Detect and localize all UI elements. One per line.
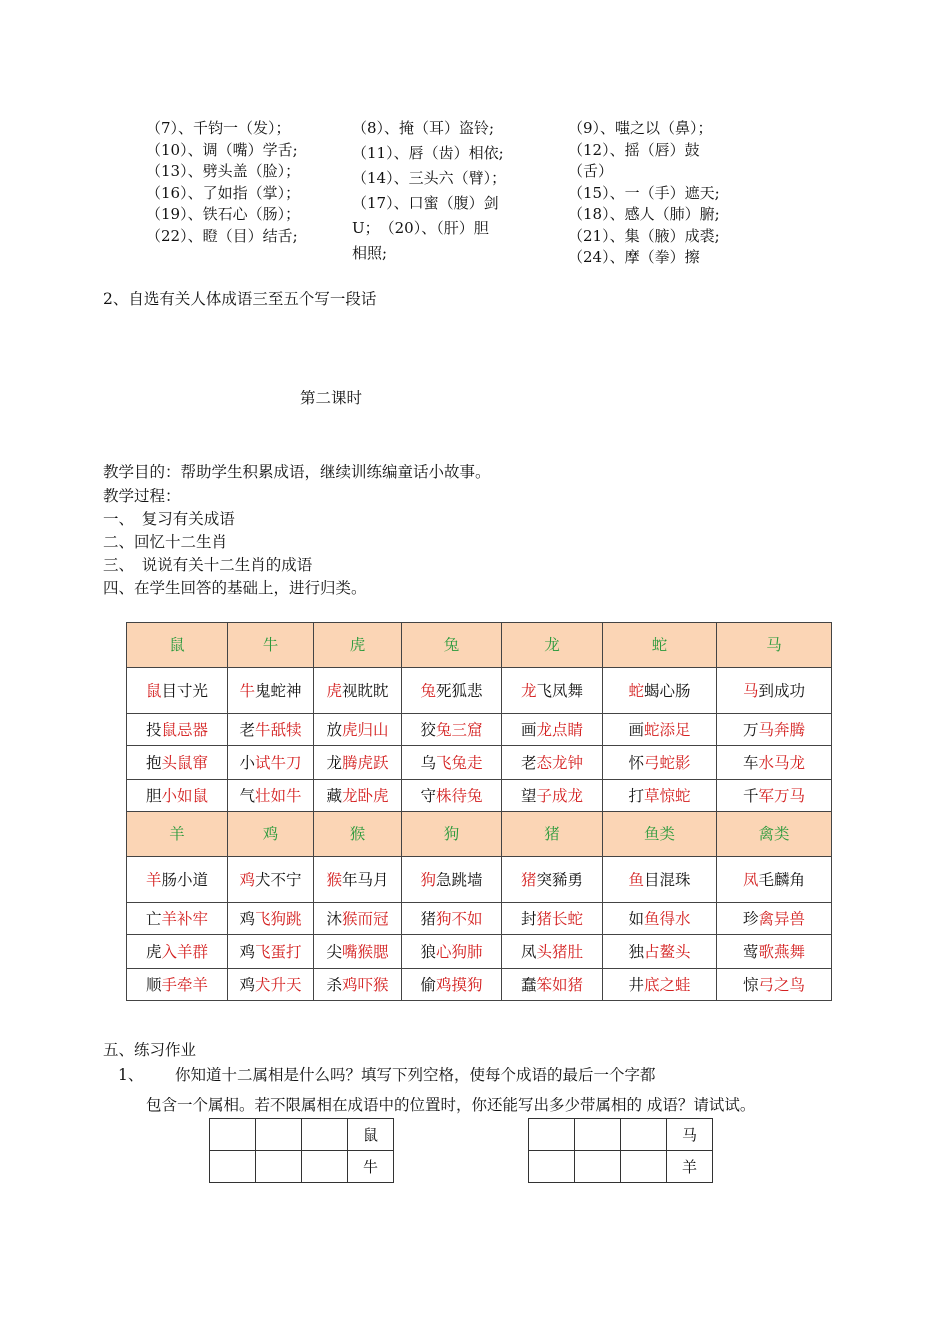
- idiom-rest: 急跳墙: [436, 870, 483, 889]
- idiom-cell: [603, 935, 717, 969]
- idiom-text: 藏龙卧虎: [326, 786, 389, 805]
- blank-cell[interactable]: [210, 1151, 256, 1183]
- idiom-item: （17）、口蜜（腹）剑: [352, 194, 499, 212]
- header-cell: 马: [717, 623, 832, 668]
- idiom-text: 乌飞兔走: [420, 753, 483, 772]
- idiom-item: （14）、三头六（臂）；: [352, 169, 507, 187]
- idiom-cell: [127, 668, 228, 714]
- idiom-cell: [127, 969, 228, 1001]
- idiom-cell: [402, 714, 502, 746]
- blank-cell[interactable]: [575, 1119, 621, 1151]
- idiom-cell: [502, 714, 603, 746]
- idiom-text: 车水马龙: [742, 753, 806, 772]
- idiom-item: （10）、调（嘴）学舌;: [146, 140, 298, 159]
- idiom-cell: [603, 668, 717, 714]
- idiom-text: 画蛇添足: [628, 720, 691, 739]
- idiom-rest: 犬不宁: [255, 870, 302, 889]
- table-row: [127, 935, 832, 969]
- header-cell: 禽类: [717, 812, 832, 857]
- idiom-text: 鸡犬升天: [239, 975, 302, 994]
- idiom-cell: [502, 780, 603, 812]
- blank-cell[interactable]: [575, 1151, 621, 1183]
- idiom-text: 井底之蛙: [628, 975, 691, 994]
- idiom-text: 封猪长蛇: [520, 909, 584, 928]
- idiom-item: （7）、千钧一（发）；: [146, 119, 291, 137]
- idiom-cell: [314, 746, 402, 780]
- idiom-cell: [402, 935, 502, 969]
- idiom-text: 打草惊蛇: [628, 786, 691, 805]
- idiom-text: 杀鸡吓猴: [326, 975, 389, 994]
- blank-cell[interactable]: [621, 1151, 667, 1183]
- idiom-item: （舌）: [568, 162, 614, 180]
- idiom-cell: [127, 746, 228, 780]
- idiom-cell: [402, 668, 502, 714]
- idiom-text: 凤头猪肚: [520, 942, 584, 961]
- idiom-rest: 目寸光: [161, 681, 209, 700]
- zodiac-char: 凤: [742, 870, 759, 889]
- idiom-item: （18）、感人（肺）腑;: [568, 205, 720, 223]
- idiom-cell: [228, 903, 314, 935]
- idiom-cell: [502, 668, 603, 714]
- lesson-title: 第二课时: [300, 389, 363, 407]
- blank-cell[interactable]: [302, 1151, 348, 1183]
- table-row: [127, 780, 832, 812]
- table-row: [127, 857, 832, 903]
- idiom-item: （21）、集（腋）成裘;: [568, 226, 720, 245]
- idiom-text: 老态龙钟: [520, 753, 584, 772]
- idiom-item: （22）、瞪（目）结舌;: [146, 226, 298, 245]
- idiom-cell: [402, 746, 502, 780]
- zodiac-char: 马: [742, 681, 759, 700]
- idiom-cell: [502, 903, 603, 935]
- idiom-rest: 死狐悲: [436, 681, 483, 700]
- idiom-column-2: [352, 116, 506, 266]
- table-row: [127, 746, 832, 780]
- idiom-item: （8）、掩（耳）盗铃;: [352, 119, 495, 137]
- zodiac-cell: 羊: [667, 1151, 713, 1183]
- header-cell: 虎: [314, 623, 402, 668]
- idiom-text: 虎入羊群: [145, 942, 209, 961]
- idiom-cell: [127, 935, 228, 969]
- fill-grid-right: [528, 1118, 713, 1183]
- header-cell: 牛: [228, 623, 314, 668]
- idiom-cell: [228, 746, 314, 780]
- zodiac-char: 狗: [420, 870, 436, 889]
- idiom-text: 猪狗不如: [420, 909, 483, 928]
- blank-cell[interactable]: [256, 1151, 302, 1183]
- idiom-cell: [717, 969, 832, 1001]
- idiom-text: 千军万马: [742, 786, 806, 805]
- zodiac-char: 羊: [145, 870, 162, 889]
- header-cell: 蛇: [603, 623, 717, 668]
- idiom-rest: 视眈眈: [342, 681, 389, 700]
- idiom-text: 狡兔三窟: [420, 720, 483, 739]
- idiom-text: 珍禽异兽: [742, 909, 806, 928]
- idiom-rest: 毛麟角: [758, 870, 806, 889]
- zodiac-char: 鱼: [628, 870, 644, 889]
- idiom-text: 胆小如鼠: [145, 786, 209, 805]
- idiom-column-3: [568, 118, 720, 269]
- step-1: 一、 复习有关成语: [103, 510, 235, 528]
- step-4: 四、在学生回答的基础上，进行归类。: [103, 579, 367, 597]
- idiom-text: 如鱼得水: [628, 909, 691, 928]
- table-header-row: [127, 623, 832, 668]
- idiom-cell: [717, 746, 832, 780]
- idiom-text: 老牛舐犊: [239, 720, 302, 739]
- idiom-text: 莺歌燕舞: [742, 942, 806, 961]
- idiom-text: 独占鳌头: [628, 942, 691, 961]
- idiom-cell: [127, 780, 228, 812]
- idiom-text: 万马奔腾: [742, 720, 806, 739]
- idiom-item: （13）、劈头盖（脸）；: [146, 162, 301, 180]
- blank-cell[interactable]: [210, 1119, 256, 1151]
- idiom-cell: [717, 668, 832, 714]
- idiom-cell: [314, 857, 402, 903]
- table-row: [127, 668, 832, 714]
- idiom-cell: [127, 903, 228, 935]
- section-5-title: 五、练习作业: [103, 1041, 197, 1059]
- idiom-cell: [603, 857, 717, 903]
- zodiac-char: 蛇: [628, 681, 644, 700]
- fill-grid-left: [209, 1118, 394, 1183]
- idiom-item: （9）、嗤之以（鼻）；: [568, 119, 713, 137]
- idiom-text: 沐猴而冠: [326, 909, 389, 928]
- header-cell: 鼠: [127, 623, 228, 668]
- idiom-column-1: [146, 118, 300, 247]
- idiom-item: 相照;: [352, 244, 388, 262]
- idiom-cell: [127, 714, 228, 746]
- idiom-cell: [228, 668, 314, 714]
- header-cell: 猴: [314, 812, 402, 857]
- idiom-cell: [603, 714, 717, 746]
- idiom-cell: [502, 746, 603, 780]
- idiom-cell: [603, 746, 717, 780]
- idiom-text: 偷鸡摸狗: [420, 975, 483, 994]
- table-row: [127, 969, 832, 1001]
- idiom-text: 望子成龙: [520, 786, 584, 805]
- idiom-item: （12）、摇（唇）鼓: [568, 140, 700, 159]
- blank-cell[interactable]: [529, 1151, 575, 1183]
- idiom-cell: [502, 935, 603, 969]
- idiom-cell: [502, 969, 603, 1001]
- header-cell: 鱼类: [603, 812, 717, 857]
- idiom-cell: [228, 780, 314, 812]
- idiom-cell: [314, 714, 402, 746]
- zodiac-cell: 马: [667, 1119, 713, 1151]
- teaching-goal: 教学目的：帮助学生积累成语，继续训练编童话小故事。: [103, 463, 491, 481]
- idiom-item: （15）、一（手）遮天;: [568, 183, 720, 202]
- idiom-item: （24）、摩（拳）擦: [568, 248, 700, 266]
- idiom-text: 蠢笨如猪: [520, 975, 584, 994]
- idiom-text: 尖嘴猴腮: [326, 942, 389, 961]
- teaching-process: 教学过程：: [103, 487, 181, 505]
- idiom-cell: [717, 903, 832, 935]
- idiom-cell: [717, 857, 832, 903]
- step-2: 二、回忆十二生肖: [103, 533, 228, 551]
- idiom-text: 顺手牵羊: [145, 975, 209, 994]
- idiom-item: U； （20）、（肝）胆: [352, 219, 489, 237]
- idiom-cell: [603, 969, 717, 1001]
- table-row: [127, 903, 832, 935]
- zodiac-char: 猴: [326, 870, 342, 889]
- idiom-cell: [402, 857, 502, 903]
- idiom-cell: [603, 780, 717, 812]
- zodiac-idiom-table: [126, 622, 832, 1001]
- idiom-cell: [314, 668, 402, 714]
- idiom-cell: [228, 714, 314, 746]
- zodiac-char: 龙: [520, 681, 537, 700]
- idiom-cell: [228, 935, 314, 969]
- header-cell: 狗: [402, 812, 502, 857]
- table-header-row: [127, 812, 832, 857]
- idiom-text: 守株待兔: [420, 786, 483, 805]
- exercise-1-text: 你知道十二属相是什么吗？填写下列空格，使每个成语的最后一个字都: [175, 1066, 656, 1084]
- idiom-cell: [228, 857, 314, 903]
- idiom-text: 鸡飞蛋打: [239, 942, 302, 961]
- blank-cell[interactable]: [256, 1119, 302, 1151]
- zodiac-cell: 牛: [348, 1151, 394, 1183]
- idiom-cell: [402, 903, 502, 935]
- header-cell: 兔: [402, 623, 502, 668]
- idiom-text: 龙腾虎跃: [326, 753, 389, 772]
- idiom-rest: 肠小道: [161, 870, 209, 889]
- idiom-text: 怀弓蛇影: [628, 753, 691, 772]
- header-cell: 羊: [127, 812, 228, 857]
- idiom-rest: 年马月: [342, 870, 389, 889]
- header-cell: 龙: [502, 623, 603, 668]
- idiom-rest: 飞凤舞: [536, 681, 584, 700]
- idiom-rest: 到成功: [758, 681, 806, 700]
- zodiac-char: 牛: [239, 681, 255, 700]
- task-2: 2、自选有关人体成语三至五个写一段话: [103, 290, 377, 308]
- idiom-cell: [314, 780, 402, 812]
- idiom-cell: [314, 969, 402, 1001]
- idiom-text: 抱头鼠窜: [145, 753, 209, 772]
- idiom-item: （16）、了如指（掌）；: [146, 183, 301, 202]
- idiom-rest: 鬼蛇神: [255, 681, 302, 700]
- exercise-1-text-2: 包含一个属相。若不限属相在成语中的位置时，你还能写出多少带属相的 成语？请试试。: [146, 1096, 756, 1114]
- idiom-cell: [717, 935, 832, 969]
- idiom-text: 惊弓之鸟: [742, 975, 806, 994]
- idiom-cell: [314, 903, 402, 935]
- idiom-text: 鸡飞狗跳: [239, 909, 302, 928]
- idiom-text: 狼心狗肺: [420, 942, 483, 961]
- zodiac-char: 虎: [326, 681, 342, 700]
- blank-cell[interactable]: [529, 1119, 575, 1151]
- zodiac-char: 猪: [520, 870, 537, 889]
- idiom-text: 气壮如牛: [239, 786, 302, 805]
- idiom-cell: [314, 935, 402, 969]
- idiom-cell: [127, 857, 228, 903]
- idiom-text: 亡羊补牢: [145, 909, 209, 928]
- step-3: 三、 说说有关十二生肖的成语: [103, 556, 313, 574]
- header-cell: 猪: [502, 812, 603, 857]
- idiom-item: （11）、唇（齿）相依;: [352, 144, 504, 162]
- zodiac-char: 鸡: [239, 870, 255, 889]
- idiom-cell: [717, 714, 832, 746]
- idiom-cell: [402, 969, 502, 1001]
- idiom-text: 小试牛刀: [239, 753, 302, 772]
- idiom-cell: [228, 969, 314, 1001]
- idiom-cell: [603, 903, 717, 935]
- idiom-cell: [502, 857, 603, 903]
- zodiac-cell: 鼠: [348, 1119, 394, 1151]
- idiom-cell: [717, 780, 832, 812]
- idiom-rest: 蝎心肠: [644, 681, 691, 700]
- idiom-item: （19）、铁石心（肠）；: [146, 205, 301, 223]
- idiom-rest: 目混珠: [644, 870, 691, 889]
- idiom-cell: [402, 780, 502, 812]
- idiom-text: 投鼠忌器: [145, 720, 209, 739]
- header-cell: 鸡: [228, 812, 314, 857]
- zodiac-char: 鼠: [145, 681, 162, 700]
- zodiac-char: 兔: [420, 681, 436, 700]
- idiom-text: 画龙点睛: [520, 720, 584, 739]
- exercise-1-number: 1、: [118, 1066, 144, 1084]
- idiom-text: 放虎归山: [326, 720, 389, 739]
- idiom-rest: 突豨勇: [536, 870, 584, 889]
- blank-cell[interactable]: [302, 1119, 348, 1151]
- table-row: [127, 714, 832, 746]
- blank-cell[interactable]: [621, 1119, 667, 1151]
